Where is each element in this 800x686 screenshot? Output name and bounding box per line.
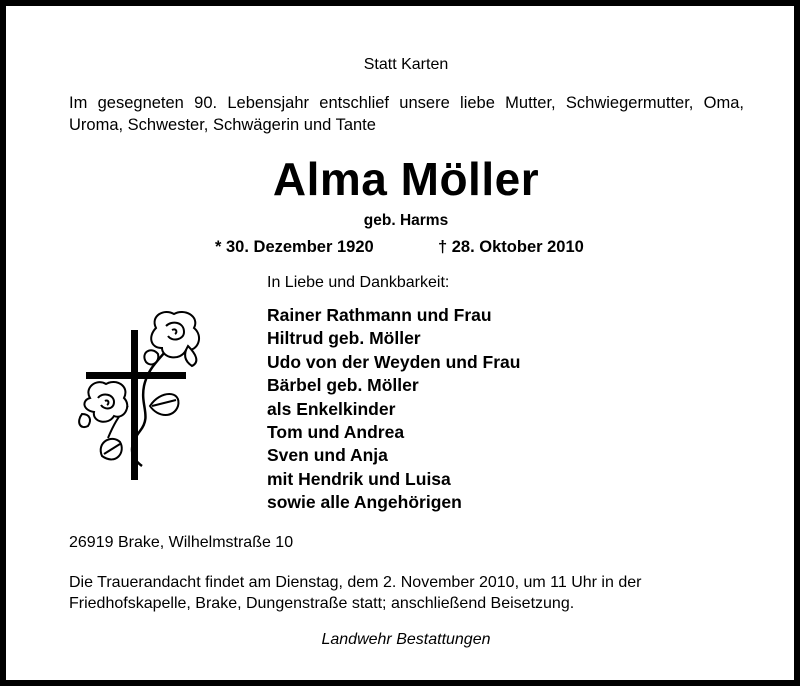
mourner-entry: Hiltrud geb. Möller (267, 328, 421, 349)
intro-text: Im gesegneten 90. Lebensjahr entschlief unsere liebe Mutter, Schwiegermutter, Oma, Uroma, Schwester, Schwägerin und Tante (69, 94, 744, 134)
deceased-name: Alma Möller (272, 153, 540, 205)
mourner-entry: Sven und Anja (267, 445, 388, 466)
mourner-entry: Udo von der Weyden und Frau (267, 351, 521, 372)
undertaker-name: Landwehr Bestattungen (321, 631, 491, 648)
maiden-name: geb. Harms (363, 212, 449, 229)
service-line: Friedhofskapelle, Brake, Dungenstraße statt; anschließend Beisetzung. (69, 595, 575, 612)
death-date: † 28. Oktober 2010 (438, 238, 584, 256)
cross-with-roses-icon (68, 306, 218, 486)
service-line: Die Trauerandacht findet am Dienstag, dem 2. November 2010, um 11 Uhr in der (69, 574, 642, 591)
gratitude-line: In Liebe und Dankbarkeit: (267, 274, 450, 291)
mourner-entry: als Enkelkinder (267, 398, 396, 419)
family-address: 26919 Brake, Wilhelmstraße 10 (69, 534, 294, 551)
notice-header: Statt Karten (363, 56, 449, 73)
mourner-entry: Bärbel geb. Möller (267, 375, 419, 396)
funeral-service-info (69, 572, 759, 614)
mourner-entry: mit Hendrik und Luisa (267, 468, 451, 489)
mourner-entry: Rainer Rathmann und Frau (267, 305, 492, 325)
mourner-entry: Tom und Andrea (267, 421, 405, 442)
birth-date: * 30. Dezember 1920 (215, 238, 374, 256)
mourner-entry: sowie alle Angehörigen (267, 492, 462, 513)
mourners-list (267, 304, 520, 515)
